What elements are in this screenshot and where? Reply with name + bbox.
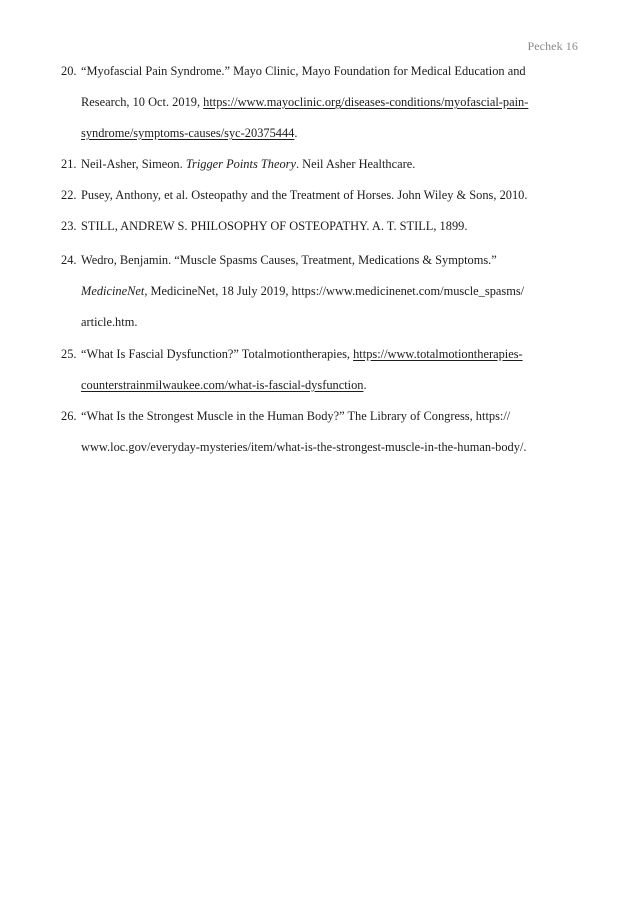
reference-line bbox=[61, 56, 581, 87]
reference-item-22 bbox=[61, 180, 581, 211]
reference-item-24 bbox=[61, 245, 581, 338]
reference-number: 21. bbox=[61, 157, 77, 171]
reference-number: 23. bbox=[61, 219, 77, 233]
reference-item-21 bbox=[61, 149, 581, 180]
reference-link-totalmotion[interactable]: https://www.totalmotiontherapies- bbox=[353, 347, 523, 361]
reference-text: Research, 10 Oct. 2019, bbox=[81, 95, 204, 109]
reference-line bbox=[61, 87, 581, 118]
reference-text: . bbox=[294, 126, 298, 140]
reference-line bbox=[61, 211, 581, 242]
reference-text: article.htm. bbox=[81, 315, 138, 329]
reference-line bbox=[61, 401, 581, 432]
reference-item-26 bbox=[61, 401, 581, 463]
reference-line bbox=[61, 180, 581, 211]
reference-link-totalmotion-cont[interactable]: counterstrainmilwaukee.com/what-is-fascial-dysfunction bbox=[81, 378, 364, 392]
reference-item-23 bbox=[61, 211, 581, 242]
reference-text: www.loc.gov/everyday-mysteries/item/what-is-the-strongest-muscle-in-the-human-body/. bbox=[81, 440, 527, 454]
reference-text: “What Is the Strongest Muscle in the Human Body?” The Library of Congress, https:// bbox=[81, 409, 511, 423]
reference-text: . Neil Asher Healthcare. bbox=[295, 157, 416, 171]
reference-text: STILL, ANDREW S. PHILOSOPHY OF OSTEOPATHY. A. T. STILL, 1899. bbox=[81, 219, 468, 233]
reference-text: Pusey, Anthony, et al. Osteopathy and the Treatment of Horses. John Wiley & Sons, 2010. bbox=[81, 188, 528, 202]
reference-line bbox=[61, 276, 581, 307]
reference-number: 25. bbox=[61, 347, 77, 361]
reference-line bbox=[61, 245, 581, 276]
reference-text: Neil-Asher, Simeon. bbox=[81, 157, 186, 171]
reference-number: 24. bbox=[61, 253, 77, 267]
reference-number: 20. bbox=[61, 64, 77, 78]
reference-link-mayoclinic[interactable]: https://www.mayoclinic.org/diseases-conditions/myofascial-pain- bbox=[203, 95, 529, 109]
reference-link-mayoclinic-cont[interactable]: syndrome/symptoms-causes/syc-20375444 bbox=[81, 126, 295, 140]
reference-text: Wedro, Benjamin. “Muscle Spasms Causes, Treatment, Medications & Symptoms.” bbox=[81, 253, 497, 267]
reference-source-italic: MedicineNet bbox=[81, 284, 145, 298]
reference-line bbox=[61, 432, 581, 463]
reference-number: 26. bbox=[61, 409, 77, 423]
page-header-running-head: Pechek 16 bbox=[527, 39, 578, 53]
reference-line bbox=[61, 149, 581, 180]
reference-number: 22. bbox=[61, 188, 77, 202]
reference-item-20 bbox=[61, 56, 581, 149]
reference-text: “What Is Fascial Dysfunction?” Totalmotiontherapies, bbox=[81, 347, 354, 361]
reference-text: “Myofascial Pain Syndrome.” Mayo Clinic, Mayo Foundation for Medical Education and bbox=[81, 64, 526, 78]
reference-title-italic: Trigger Points Theory bbox=[185, 157, 296, 171]
reference-item-25 bbox=[61, 339, 581, 401]
reference-line bbox=[61, 118, 581, 149]
reference-line bbox=[61, 370, 581, 401]
reference-text: , MedicineNet, 18 July 2019, https://www.medicinenet.com/muscle_spasms/ bbox=[144, 284, 525, 298]
reference-line bbox=[61, 339, 581, 370]
reference-text: . bbox=[363, 378, 367, 392]
reference-line bbox=[61, 307, 581, 338]
